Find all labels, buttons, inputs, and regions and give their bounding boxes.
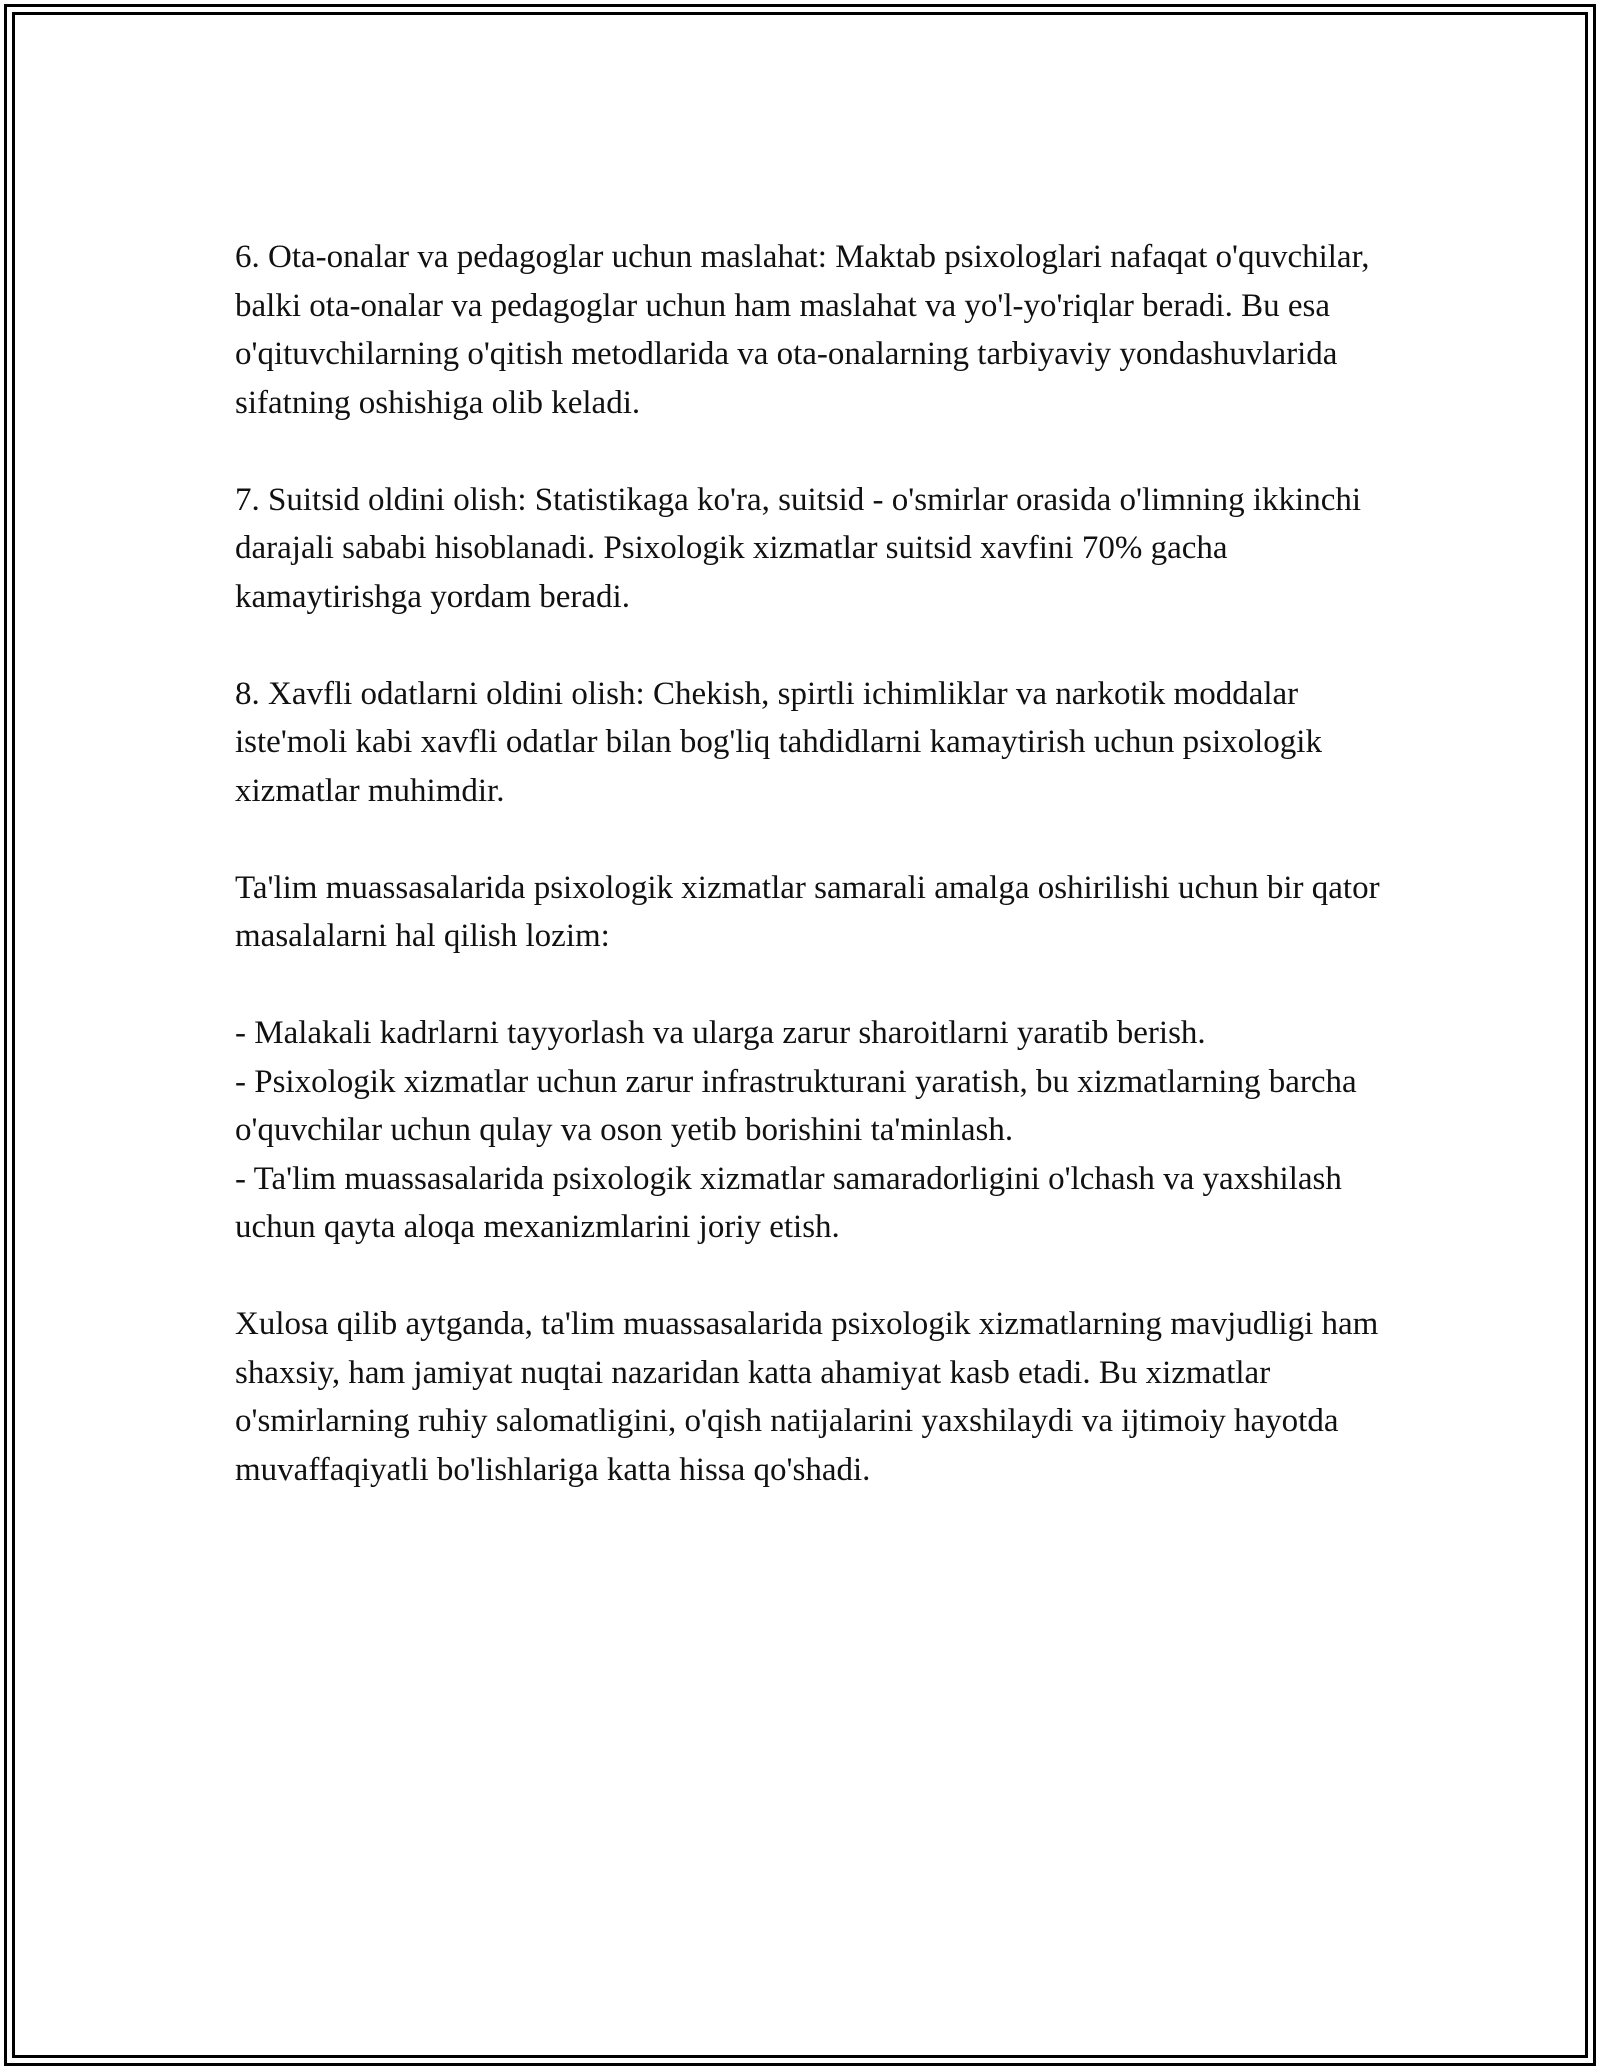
paragraph-advice: 6. Ota-onalar va pedagoglar uchun maslahat: Maktab psixologlari nafaqat o'quvchilar, balki ota-onalar va pedagoglar uchun ham maslahat va yo'l-yo'riqlar beradi. Bu esa o'qituvchilarning o'qitish metodlarida va ota-onalarning tarbiyaviy yondashuvlarida sifatning oshishiga olib keladi. [235, 239, 1370, 421]
document-body [235, 233, 1415, 1543]
paragraph-harmful-habits: 8. Xavfli odatlarni oldini olish: Chekish, spirtli ichimliklar va narkotik moddalar iste'moli kabi xavfli odatlar bilan bog'liq tahdidlarni kamaytirish uchun psixologik xizmatlar muhimdir. [235, 675, 1322, 809]
list-item: - Psixologik xizmatlar uchun zarur infrastrukturani yaratish, bu xizmatlarning barcha o'quvchilar uchun qulay va oson yetib borishini ta'minlash. [235, 1063, 1357, 1148]
paragraph-tasks-intro: Ta'lim muassasalarida psixologik xizmatlar samarali amalga oshirilishi uchun bir qator masalalarni hal qilish lozim: [235, 869, 1380, 954]
list-item: - Malakali kadrlarni tayyorlash va ularga zarur sharoitlarni yaratib berish. [235, 1015, 1206, 1051]
paragraph-suicide-prevention: 7. Suitsid oldini olish: Statistikaga ko'ra, suitsid - o'smirlar orasida o'limning ikkinchi darajali sababi hisoblanadi. Psixologik xizmatlar suitsid xavfini 70% gacha kamaytirishga yordam beradi. [235, 481, 1362, 615]
tasks-list [235, 1009, 1415, 1252]
paragraph-conclusion: Xulosa qilib aytganda, ta'lim muassasalarida psixologik xizmatlarning mavjudligi ham shaxsiy, ham jamiyat nuqtai nazaridan katta ahamiyat kasb etadi. Bu xizmatlar o'smirlarning ruhiy salomatligini, o'qish natijalarini yaxshilaydi va ijtimoiy hayotda muvaffaqiyatli bo'lishlariga katta hissa qo'shadi. [235, 1306, 1379, 1488]
list-item: - Ta'lim muassasalarida psixologik xizmatlar samaradorligini o'lchash va yaxshilash uchun qayta aloqa mexanizmlarini joriy etish. [235, 1160, 1342, 1245]
